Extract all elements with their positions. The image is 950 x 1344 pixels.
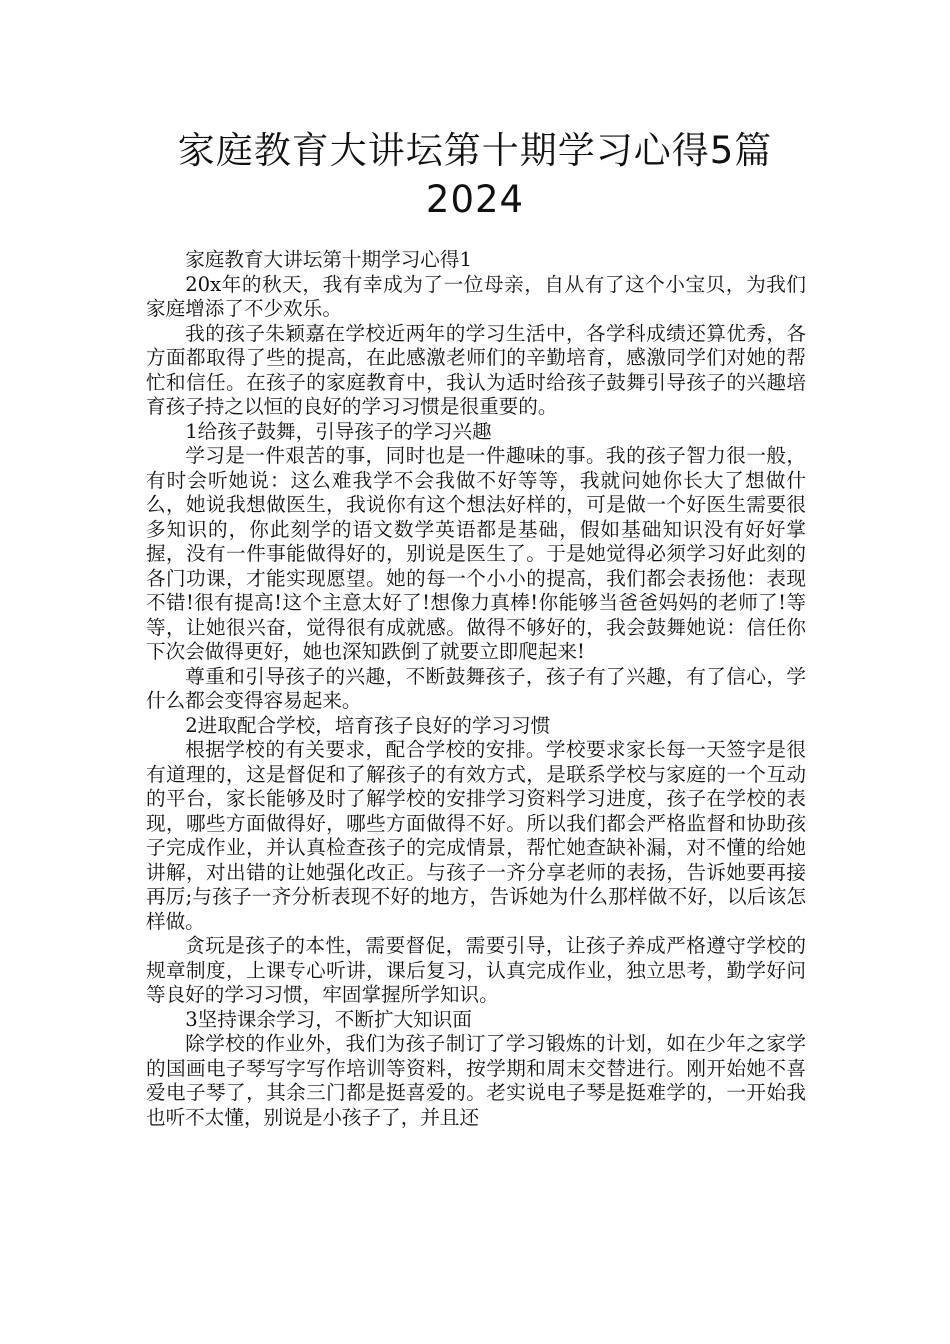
section-heading: 2进取配合学校，培育孩子良好的学习习惯 [185, 713, 551, 737]
paragraph: 20x年的秋天，我有幸成为了一位母亲，自从有了这个小宝贝，为我们家庭增添了不少欢乐。 [146, 272, 806, 320]
document-title [100, 126, 850, 224]
paragraph: 根据学校的有关要求，配合学校的安排。学校要求家长每一天签字是很有道理的，这是督促和了解孩子的有效方式，是联系学校与家庭的一个互动的平台，家长能够及时了解学校的安排学习资料学习进度，孩子在学校的表现，哪些方面做得好，哪些方面做得不好。所以我们都会严格监督和协助孩子完成作业，并认真检查孩子的完成情景，帮忙她查缺补漏，对不懂的给她讲解，对出错的让她强化改正。与孩子一齐分享老师的表扬，告诉她要再接再厉;与孩子一齐分析表现不好的地方，告诉她为什么那样做不好，以后该怎样做。 [146, 738, 806, 933]
title-line-2: 2024 [425, 178, 525, 221]
paragraph: 尊重和引导孩子的兴趣，不断鼓舞孩子，孩子有了兴趣，有了信心，学什么都会变得容易起来。 [146, 664, 806, 712]
paragraph: 学习是一件艰苦的事，同时也是一件趣味的事。我的孩子智力很一般，有时会听她说：这么难我学不会我做不好等等，我就问她你长大了想做什么，她说我想做医生，我说你有这个想法好样的，可是做一个好医生需要很多知识的，你此刻学的语文数学英语都是基础，假如基础知识没有好好掌握，没有一件事能做得好的，别说是医生了。于是她觉得必须学习好此刻的各门功课，才能实现愿望。她的每一个小小的提高，我们都会表扬他：表现不错!很有提高!这个主意太好了!想像力真棒!你能够当爸爸妈妈的老师了!等等，让她很兴奋，觉得很有成就感。做得不够好的，我会鼓舞她说：信任你下次会做得更好，她也深知跌倒了就要立即爬起来! [146, 444, 806, 663]
document-body [146, 248, 806, 1130]
paragraph: 除学校的作业外，我们为孩子制订了学习锻炼的计划，如在少年之家学的国画电子琴写字写作培训等资料，按学期和周末交替进行。刚开始她不喜爱电子琴了，其余三门都是挺喜爱的。老实说电子琴是挺难学的，一开始我也听不太懂，别说是小孩子了，并且还 [146, 1032, 806, 1129]
section-heading: 1给孩子鼓舞，引导孩子的学习兴趣 [185, 419, 492, 443]
section-heading: 3坚持课余学习，不断扩大知识面 [185, 1007, 472, 1031]
title-line-1: 家庭教育大讲坛第十期学习心得5篇 [177, 129, 773, 172]
paragraph: 我的孩子朱颖嘉在学校近两年的学习生活中，各学科成绩还算优秀，各方面都取得了些的提高，在此感激老师们的辛勤培育，感激同学们对她的帮忙和信任。在孩子的家庭教育中，我认为适时给孩子鼓舞引导孩子的兴趣培育孩子持之以恒的良好的学习习惯是很重要的。 [146, 321, 806, 418]
section-heading: 家庭教育大讲坛第十期学习心得1 [185, 248, 472, 271]
paragraph: 贪玩是孩子的本性，需要督促，需要引导，让孩子养成严格遵守学校的规章制度，上课专心听讲，课后复习，认真完成作业，独立思考，勤学好问等良好的学习习惯，牢固掌握所学知识。 [146, 934, 806, 1006]
